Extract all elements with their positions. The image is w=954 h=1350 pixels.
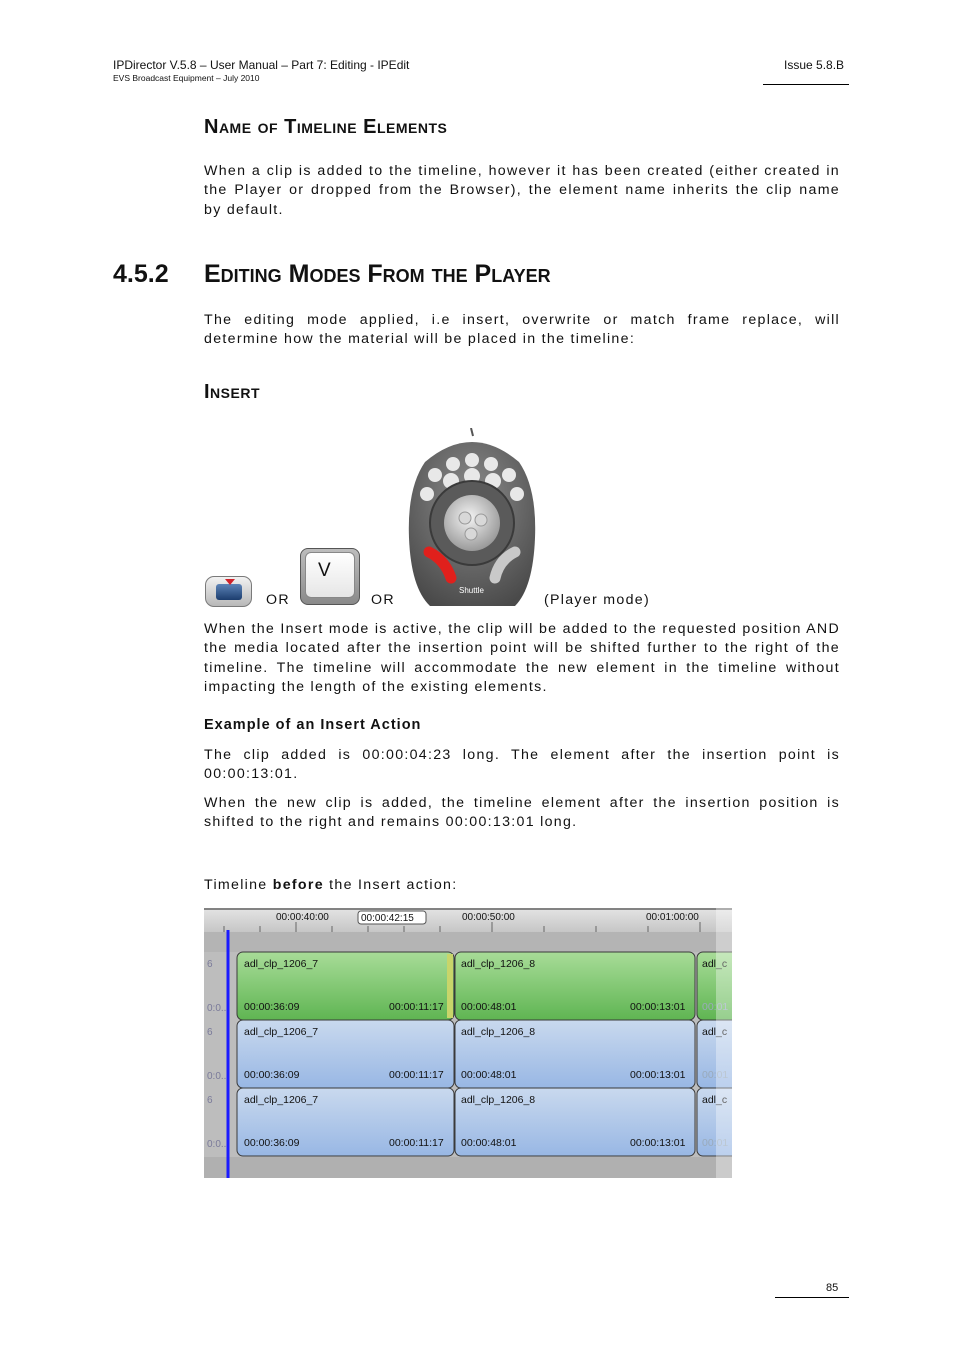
track-left-num: 6 xyxy=(207,959,213,970)
clip-tc-in: 00:01 xyxy=(702,1069,729,1081)
or-label-2: OR xyxy=(371,592,395,608)
clip-name: adl_c xyxy=(702,1094,728,1106)
ruler-label-current: 00:00:42:15 xyxy=(361,913,414,924)
clip-duration: 00:00:11:17 xyxy=(389,1069,444,1081)
heading-insert: Insert xyxy=(204,381,261,403)
clip-name: adl_c xyxy=(702,958,728,970)
track-left-tc: 0:0... xyxy=(207,1003,230,1014)
heading-4-5-2 xyxy=(113,260,551,289)
clip-tc-in: 00:00:48:01 xyxy=(461,1137,517,1149)
clip-duration: 00:00:13:01 xyxy=(630,1137,686,1149)
clip-name: adl_clp_1206_7 xyxy=(244,958,319,970)
or-label-1: OR xyxy=(266,592,290,608)
clip-duration: 00:00:13:01 xyxy=(630,1001,686,1013)
heading-name-of-timeline-elements: Name of Timeline Elements xyxy=(204,116,448,138)
ruler-label-2: 00:00:50:00 xyxy=(462,912,515,923)
key-cap xyxy=(305,552,355,598)
paragraph-editing-modes: The editing mode applied, i.e insert, overwrite or match frame replace, will determine how the material will be placed in the timeline: xyxy=(204,312,840,348)
clip-tc-in: 00:00:36:09 xyxy=(244,1137,300,1149)
section-number: 4.5.2 xyxy=(113,260,169,288)
clip-tc-in: 00:01 xyxy=(702,1137,729,1149)
paragraph-name-of-timeline-elements: When a clip is added to the timeline, however it has been created (either created in the Player or dropped from the Browser), the element name inherits the clip name by default. xyxy=(204,163,840,218)
clip-tc-in: 00:00:48:01 xyxy=(461,1001,517,1013)
timeline-svg xyxy=(204,908,732,1178)
paragraph-example-2: When the new clip is added, the timeline element after the insertion position is shifted to the right and remains 00:00:13:01 long. xyxy=(204,795,840,831)
caption-post: the Insert action: xyxy=(323,877,458,893)
shuttle-controller-icon xyxy=(405,428,540,608)
insert-arrow-icon xyxy=(225,579,235,585)
clip-tc-in: 00:00:36:09 xyxy=(244,1069,300,1081)
keyboard-key-v-icon xyxy=(300,548,360,605)
heading-example-insert: Example of an Insert Action xyxy=(204,717,422,733)
track-left-num: 6 xyxy=(207,1095,213,1106)
caption-timeline-before xyxy=(204,876,840,895)
paragraph-insert-mode: When the Insert mode is active, the clip will be added to the requested position AND the media located after the insertion point will be shifted further to the right of the timeline. The timeline will accommodate the new element in the timeline without impacting the length of the existing elements. xyxy=(204,621,841,695)
footer-rule xyxy=(775,1297,849,1298)
clip-name: adl_clp_1206_7 xyxy=(244,1026,319,1038)
shuttle-brand-text: Shuttle xyxy=(459,586,484,595)
key-letter: V xyxy=(318,560,331,581)
clip-name: adl_clp_1206_7 xyxy=(244,1094,319,1106)
clip-name: adl_clp_1206_8 xyxy=(461,1026,536,1038)
clip-duration: 00:00:13:01 xyxy=(630,1069,686,1081)
clip-name: adl_clp_1206_8 xyxy=(461,1094,536,1106)
track-left-num: 6 xyxy=(207,1027,213,1038)
clip-duration: 00:00:11:17 xyxy=(389,1001,444,1013)
caption-pre: Timeline xyxy=(204,877,273,893)
section-title: Editing Modes From the Player xyxy=(204,260,551,288)
page-number: 85 xyxy=(826,1282,839,1294)
header-title: IPDirector V.5.8 – User Manual – Part 7: Editing - IPEdit xyxy=(113,58,410,72)
header-subtitle: EVS Broadcast Equipment – July 2010 xyxy=(113,73,260,83)
ruler-label-3: 00:01:00:00 xyxy=(646,912,699,923)
paragraph-example-1: The clip added is 00:00:04:23 long. The element after the insertion point is 00:00:13:01. xyxy=(204,747,840,783)
header-rule xyxy=(763,84,849,85)
caption-bold: before xyxy=(272,877,324,893)
ruler-label-1: 00:00:40:00 xyxy=(276,912,329,923)
timeline-screenshot xyxy=(204,908,732,1178)
clip-tc-in: 00:00:36:09 xyxy=(244,1001,300,1013)
clip-name: adl_c xyxy=(702,1026,728,1038)
clip-tc-in: 00:01 xyxy=(702,1001,729,1013)
track-left-tc: 0:0... xyxy=(207,1139,230,1150)
insert-button-icon xyxy=(205,576,252,607)
track-audio-1 xyxy=(207,1020,732,1088)
track-left-tc: 0:0... xyxy=(207,1071,230,1082)
header-issue: Issue 5.8.B xyxy=(784,58,845,72)
insert-icon-body xyxy=(216,584,242,600)
player-mode-label: (Player mode) xyxy=(544,592,650,608)
track-audio-2 xyxy=(207,1088,732,1156)
track-video xyxy=(207,952,732,1020)
clip-duration: 00:00:11:17 xyxy=(389,1137,444,1149)
clip-name: adl_clp_1206_8 xyxy=(461,958,536,970)
clip-tc-in: 00:00:48:01 xyxy=(461,1069,517,1081)
